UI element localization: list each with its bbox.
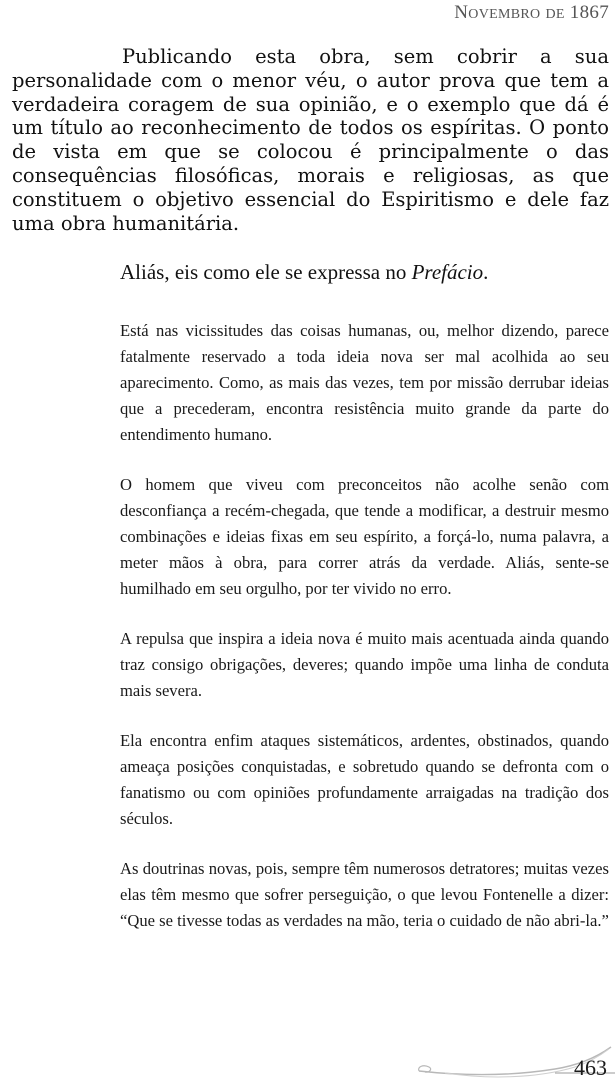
quote-paragraph: O homem que viveu com preconceitos não acolhe senão com desconfiança a recém-chegada, que tende a modificar, a destruir mesmo combinações e ideias fixas em seu espírito, a forçá-lo, numa palavra, a meter mãos à obra, para correr atrás da verdade. Aliás, sente-se humilhado em seu orgulho, por ter vivido no erro. [120,475,609,598]
header-month-initial: N [454,2,469,23]
running-header [454,2,609,24]
intro-line [120,260,488,285]
page-folio [415,1043,615,1083]
quote-paragraph: As doutrinas novas, pois, sempre têm numerosos detratores; muitas vezes elas têm mesmo que sofrer perseguição, o que levou Fontenelle a dizer: “Que se tivesse todas as verdades na mão, teria o cuidado de não abri-la.” [120,859,609,930]
block-quote [120,318,609,958]
header-year: 1867 [569,2,609,23]
intro-end: . [483,260,489,284]
body-paragraph: Publicando esta obra, sem cobrir a sua personalidade com o menor véu, o autor prova que tem a verdadeira coragem de sua opinião, e o exemplo que dá é um título ao reconhecimento de todos os espíritas. O ponto de vista em que se colocou é principalmente o das consequências filosóficas, morais e religiosas, as que constituem o objetivo essencial do Espiritismo e dele faz uma obra humanitária. [12,45,609,235]
intro-italic-title: Prefácio [411,260,484,284]
quote-paragraph: Ela encontra enfim ataques sistemáticos, ardentes, obstinados, quando ameaça posições conquistadas, e sobretudo quando se defronta com o fanatismo ou com opiniões profundamente arraigadas na tradição dos séculos. [120,731,609,828]
page-number: 463 [574,1055,607,1080]
intro-text: Aliás, eis como ele se expressa no [120,260,412,284]
quote-paragraph: A repulsa que inspira a ideia nova é muito mais acentuada ainda quando traz consigo obrigações, deveres; quando impõe uma linha de conduta mais severa. [120,629,609,700]
quote-paragraph: Está nas vicissitudes das coisas humanas, ou, melhor dizendo, parece fatalmente reservado a toda ideia nova ser mal acolhida ao seu aparecimento. Como, as mais das vezes, tem por missão derrubar ideias que a precederam, encontra resistência muito grande da parte do entendimento humano. [120,321,609,444]
header-month-rest: OVEMBRO [468,7,541,22]
header-de: DE [545,7,565,22]
